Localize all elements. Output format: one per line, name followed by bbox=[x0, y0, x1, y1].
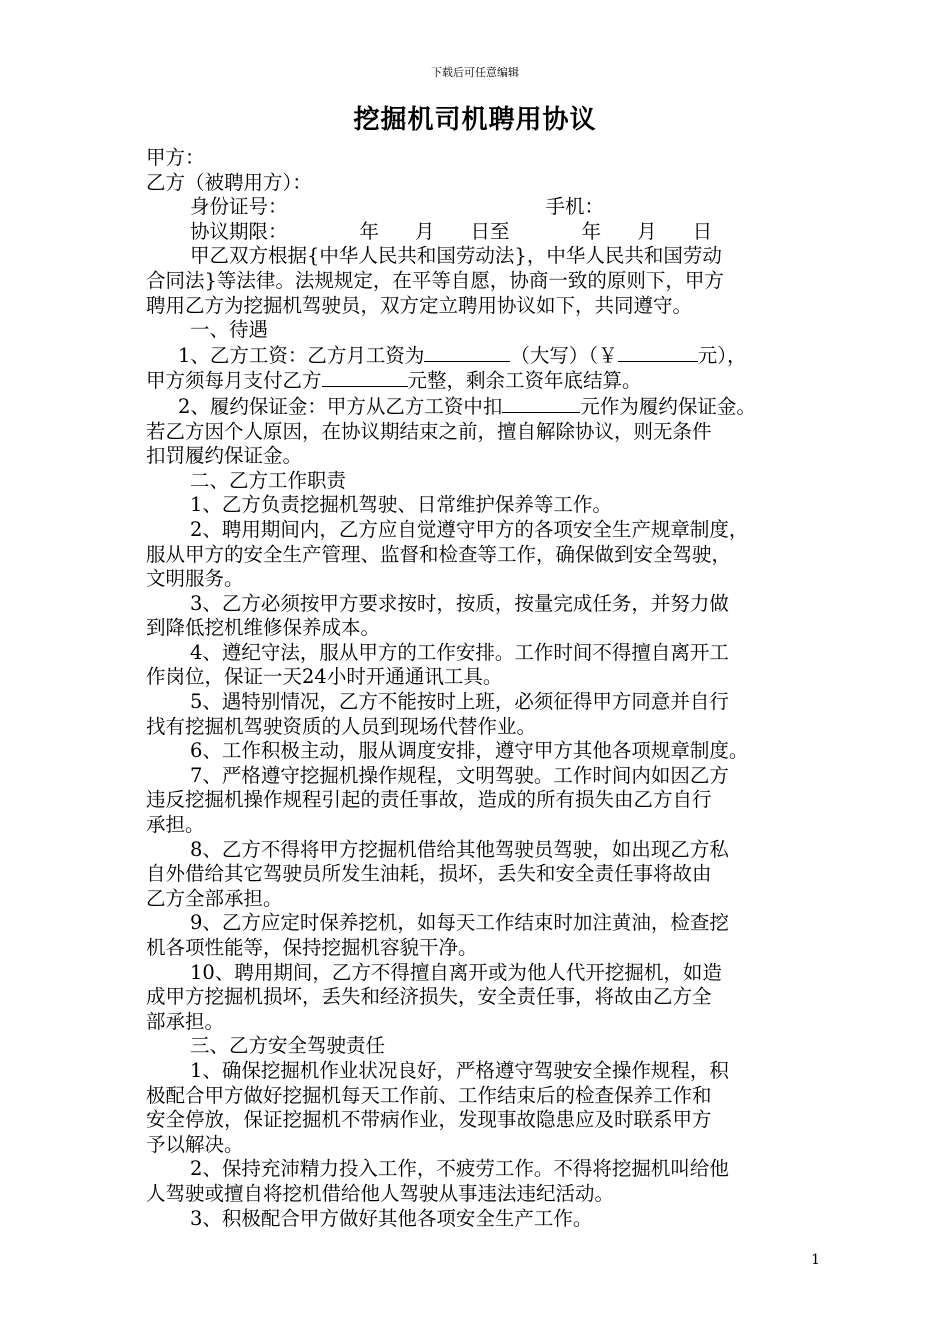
salary-text-d: 甲方须每月支付乙方 bbox=[146, 369, 322, 393]
duty-item-8-line-1: 8、乙方不得将甲方挖掘机借给其他驾驶员驾驶，如出现乙方私 bbox=[190, 837, 729, 861]
term-line bbox=[146, 220, 810, 245]
term-label: 协议期限： bbox=[190, 219, 288, 243]
duty-item-4-line-1: 4、遵纪守法，服从甲方的工作安排。工作时间不得擅自离开工 bbox=[190, 640, 729, 664]
deposit-text-b: 元作为履约保证金。 bbox=[580, 394, 756, 418]
duty-item-8-line-2: 自外借给其它驾驶员所发生油耗，损坏，丢失和安全责任事将故由 bbox=[146, 862, 712, 886]
deposit-line-1 bbox=[146, 394, 810, 420]
safety-item-3-line-1: 3、积极配合甲方做好其他各项安全生产工作。 bbox=[190, 1206, 593, 1230]
duty-item-10-line-3: 部承担。 bbox=[146, 1009, 225, 1033]
party-b-line: 乙方（被聘用方）： bbox=[146, 170, 312, 194]
duty-item-5-line-1: 5、遇特别情况，乙方不能按时上班，必须征得甲方同意并自行 bbox=[190, 690, 729, 714]
duty-item-9-line-2: 机各项性能等，保持挖掘机容貌干净。 bbox=[146, 936, 478, 959]
duty-item-10-line-1: 10、聘用期间，乙方不得擅自离开或为他人代开挖掘机，如造 bbox=[190, 960, 722, 984]
salary-text-e: 元整，剩余工资年底结算。 bbox=[407, 369, 642, 393]
duty-item-7-line-1: 7、严格遵守挖掘机操作规程，文明驾驶。工作时间内如因乙方 bbox=[190, 763, 729, 787]
safety-item-1-line-4: 予以解决。 bbox=[146, 1132, 244, 1156]
section-1-heading: 一、待遇 bbox=[190, 318, 269, 342]
document-title: 挖掘机司机聘用协议 bbox=[353, 105, 597, 135]
salary-blank-monthly[interactable] bbox=[322, 368, 408, 387]
safety-item-1-line-3: 安全停放，保证挖掘机不带病作业，发现事故隐患应及时联系甲方 bbox=[146, 1108, 712, 1132]
id-label: 身份证号： bbox=[190, 195, 288, 219]
party-a-line: 甲方： bbox=[146, 146, 205, 169]
duty-item-2-line-1: 2、聘用期间内，乙方应自觉遵守甲方的各项安全生产规章制度， bbox=[190, 517, 749, 541]
section-2-items bbox=[146, 493, 810, 1034]
safety-item-2-line-1: 2、保持充沛精力投入工作，不疲劳工作。不得将挖掘机叫给他 bbox=[190, 1157, 729, 1181]
duty-item-2-line-2: 服从甲方的安全生产管理、监督和检查等工作，确保做到安全驾驶， bbox=[146, 542, 732, 566]
duty-item-7-line-3: 承担。 bbox=[146, 813, 205, 837]
term-day-end: 日 bbox=[692, 219, 713, 243]
deposit-text-a: 2、履约保证金：甲方从乙方工资中扣 bbox=[178, 394, 503, 418]
term-year-end: 年 bbox=[581, 219, 602, 243]
header-note: 下载后可任意编辑 bbox=[431, 66, 519, 79]
intro-line-2: 合同法}等法律。法规规定，在平等自愿，协商一致的原则下，甲方 bbox=[146, 268, 724, 292]
section-3-items bbox=[146, 1059, 810, 1231]
intro-line-1: 甲乙双方根据{中华人民共和国劳动法}，中华人民共和国劳动 bbox=[190, 244, 722, 268]
section-2-heading: 二、乙方工作职责 bbox=[190, 468, 347, 492]
duty-item-8-line-3: 乙方全部承担。 bbox=[146, 886, 283, 910]
phone-label: 手机： bbox=[545, 195, 604, 219]
duty-item-6-line-1: 6、工作积极主动，服从调度安排，遵守甲方其他各项规章制度。 bbox=[190, 739, 749, 763]
deposit-line-2: 若乙方因个人原因，在协议期结束之前，擅自解除协议，则无条件 bbox=[146, 419, 712, 443]
duty-item-5-line-2: 找有挖掘机驾驶资质的人员到现场代替作业。 bbox=[146, 714, 537, 738]
duty-item-10-line-2: 成甲方挖掘机损坏，丢失和经济损失，安全责任事，将故由乙方全 bbox=[146, 985, 712, 1009]
section-3-heading: 三、乙方安全驾驶责任 bbox=[190, 1034, 386, 1058]
page-number: 1 bbox=[811, 1252, 820, 1268]
document-body bbox=[146, 146, 810, 1231]
salary-text-a: 1、乙方工资：乙方月工资为 bbox=[178, 343, 425, 367]
term-day-to: 日至 bbox=[470, 219, 510, 243]
safety-item-1-line-2: 极配合甲方做好挖掘机每天工作前、工作结束后的检查保养工作和 bbox=[146, 1083, 712, 1107]
term-month-start: 月 bbox=[415, 219, 435, 243]
intro-line-3: 聘用乙方为挖掘机驾驶员，双方定立聘用协议如下，共同遵守。 bbox=[146, 293, 693, 317]
duty-item-4-line-2: 作岗位，保证一天24小时开通通讯工具。 bbox=[146, 665, 503, 689]
duty-item-7-line-2: 违反挖掘机操作规程引起的责任事故，造成的所有损失由乙方自行 bbox=[146, 788, 712, 812]
salary-blank-figure[interactable] bbox=[618, 343, 698, 362]
duty-item-2-line-3: 文明服务。 bbox=[146, 567, 244, 591]
salary-blank-amount[interactable] bbox=[424, 343, 510, 362]
duty-item-3-line-1: 3、乙方必须按甲方要求按时，按质，按量完成任务，并努力做 bbox=[190, 591, 729, 615]
term-month-end: 月 bbox=[637, 219, 657, 243]
duty-item-1-line-1: 1、乙方负责挖掘机驾驶、日常维护保养等工作。 bbox=[190, 493, 612, 517]
salary-line-2 bbox=[146, 368, 810, 394]
id-phone-line bbox=[146, 195, 810, 220]
salary-line-1 bbox=[146, 343, 810, 369]
term-year-start: 年 bbox=[359, 219, 380, 243]
duty-item-3-line-2: 到降低挖机维修保养成本。 bbox=[146, 616, 381, 640]
salary-text-c: 元）， bbox=[697, 343, 747, 367]
deposit-blank-amount[interactable] bbox=[502, 394, 580, 413]
deposit-line-3: 扣罚履约保证金。 bbox=[146, 444, 303, 468]
duty-item-9-line-1: 9、乙方应定时保养挖机，如每天工作结束时加注黄油，检查挖 bbox=[190, 911, 729, 935]
safety-item-2-line-2: 人驾驶或擅自将挖机借给他人驾驶从事违法违纪活动。 bbox=[146, 1181, 615, 1205]
safety-item-1-line-1: 1、确保挖掘机作业状况良好，严格遵守驾驶安全操作规程，积 bbox=[190, 1058, 729, 1082]
salary-text-b: （大写）（￥ bbox=[510, 343, 618, 367]
